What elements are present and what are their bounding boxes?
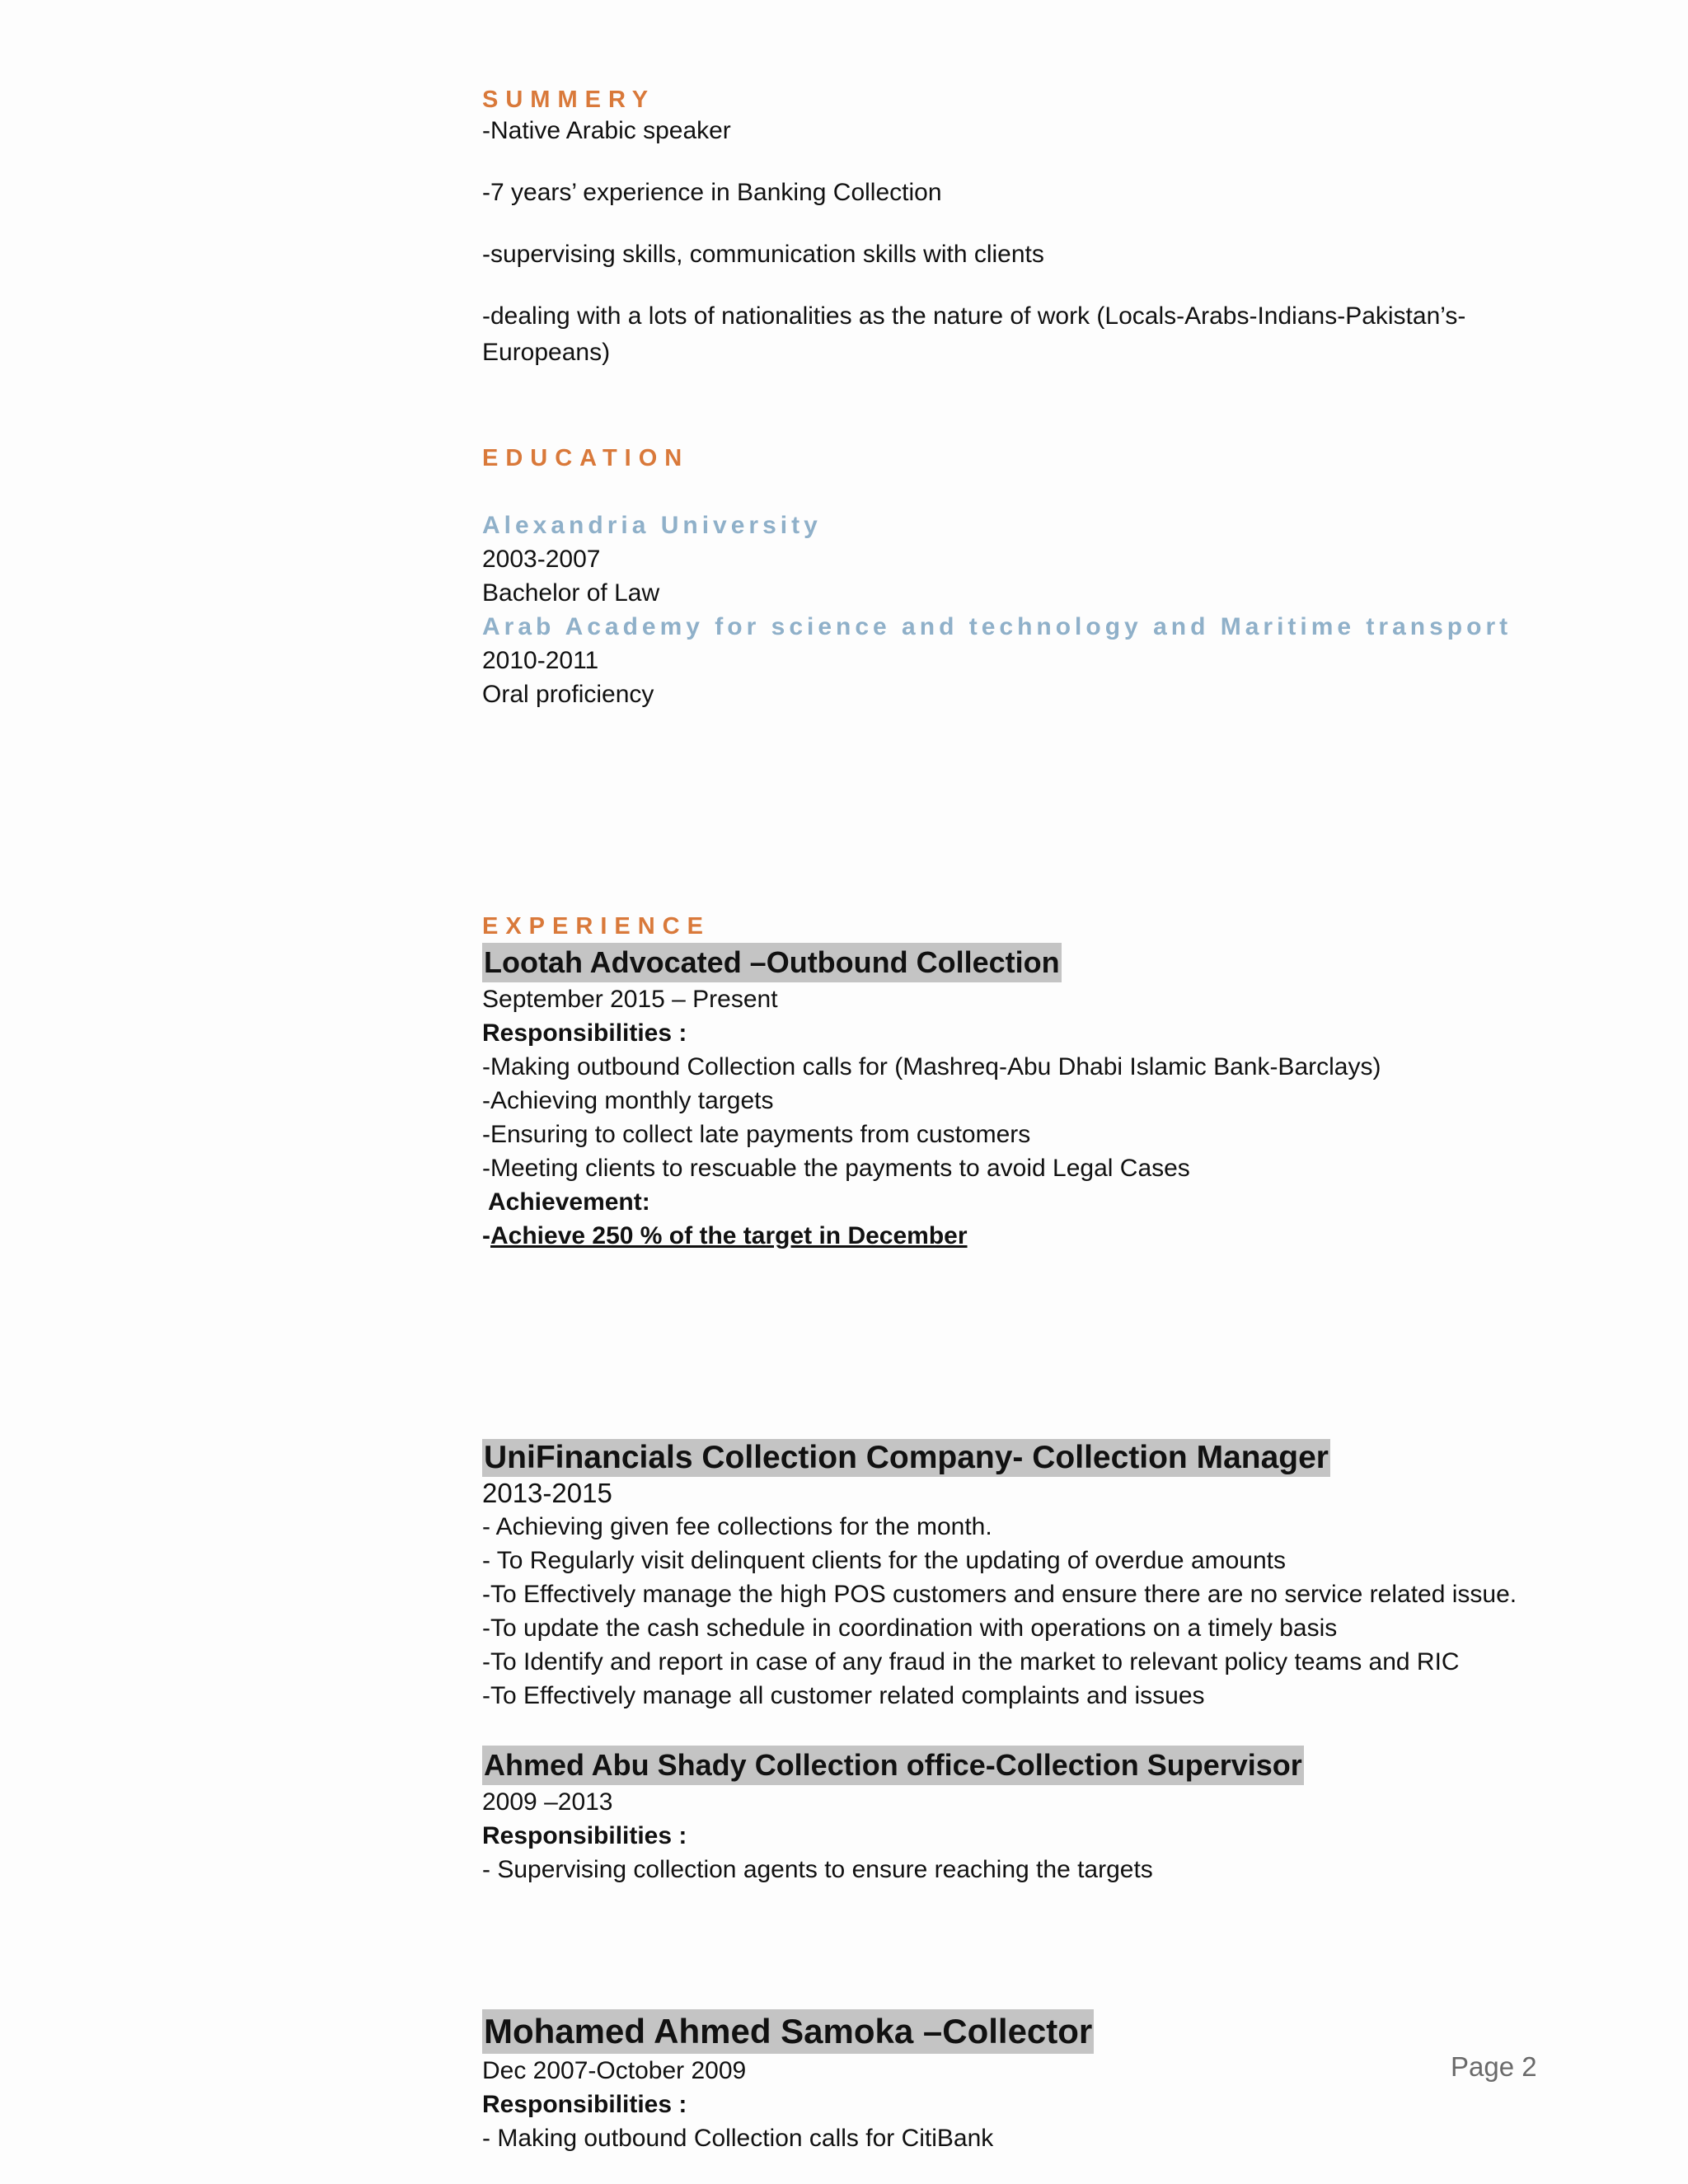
job-duty: - To Regularly visit delinquent clients for the updating of overdue amounts <box>482 1547 1287 1574</box>
education-years: 2010-2011 <box>482 647 599 674</box>
job-entry <box>482 2009 1554 2155</box>
summary-item: -dealing with a lots of nationalities as the nature of work (Locals-Arabs-Indians-Pakistan’s-Europeans) <box>482 302 1466 366</box>
achievement-text: Achieve 250 % of the target in December <box>490 1222 968 1249</box>
summary-item: -supervising skills, communication skills with clients <box>482 241 1044 268</box>
summary-section <box>482 83 1554 371</box>
job-duty: - Making outbound Collection calls for CitiBank <box>482 2125 994 2152</box>
job-dates: 2009 –2013 <box>482 1788 613 1816</box>
job-duty: -Achieving monthly targets <box>482 1087 774 1114</box>
responsibilities-label: Responsibilities : <box>482 1019 687 1047</box>
job-duty: -To update the cash schedule in coordination with operations on a timely basis <box>482 1615 1338 1642</box>
achievement-dash: - <box>482 1222 490 1249</box>
school-name: Arab Academy for science and technology and Maritime transport <box>482 613 1512 640</box>
job-duty: -Making outbound Collection calls for (Mashreq-Abu Dhabi Islamic Bank-Barclays) <box>482 1053 1381 1080</box>
summary-item: -7 years’ experience in Banking Collection <box>482 179 942 206</box>
job-dates: Dec 2007-October 2009 <box>482 2057 747 2084</box>
job-title: Lootah Advocated –Outbound Collection <box>482 943 1062 982</box>
summary-item: -Native Arabic speaker <box>482 117 731 144</box>
education-heading: EDUCATION <box>482 445 690 471</box>
job-dates: 2013-2015 <box>482 1478 612 1508</box>
education-degree: Oral proficiency <box>482 681 654 708</box>
job-duty: -Ensuring to collect late payments from customers <box>482 1121 1031 1148</box>
education-section <box>482 442 1554 711</box>
job-title: Mohamed Ahmed Samoka –Collector <box>482 2009 1094 2054</box>
job-dates: September 2015 – Present <box>482 986 778 1013</box>
job-title: Ahmed Abu Shady Collection office-Collection Supervisor <box>482 1746 1304 1785</box>
achievement-line <box>482 1219 1554 1253</box>
job-duty: -To Effectively manage the high POS customers and ensure there are no service related issue. <box>482 1581 1517 1608</box>
page-number: Page 2 <box>1451 2051 1537 2082</box>
job-entry <box>482 943 1554 1253</box>
achievement-label: Achievement: <box>488 1188 650 1216</box>
job-entry <box>482 1746 1554 1886</box>
responsibilities-label: Responsibilities : <box>482 1822 687 1849</box>
responsibilities-label: Responsibilities : <box>482 2091 687 2118</box>
job-entry <box>482 1439 1554 1713</box>
job-title: UniFinancials Collection Company- Collection Manager <box>484 1440 1329 1475</box>
education-degree: Bachelor of Law <box>482 579 660 607</box>
job-duty: - Supervising collection agents to ensure reaching the targets <box>482 1856 1153 1883</box>
experience-section <box>482 910 1554 1253</box>
summary-heading: SUMMERY <box>482 87 656 113</box>
job-duty: - Achieving given fee collections for the month. <box>482 1513 992 1540</box>
experience-heading: EXPERIENCE <box>482 913 710 940</box>
job-duty: -Meeting clients to rescuable the payments to avoid Legal Cases <box>482 1155 1190 1182</box>
job-duty: -To Effectively manage all customer related complaints and issues <box>482 1682 1205 1709</box>
school-name: Alexandria University <box>482 512 822 539</box>
job-duty: -To Identify and report in case of any fraud in the market to relevant policy teams and RIC <box>482 1648 1460 1675</box>
education-years: 2003-2007 <box>482 546 601 573</box>
